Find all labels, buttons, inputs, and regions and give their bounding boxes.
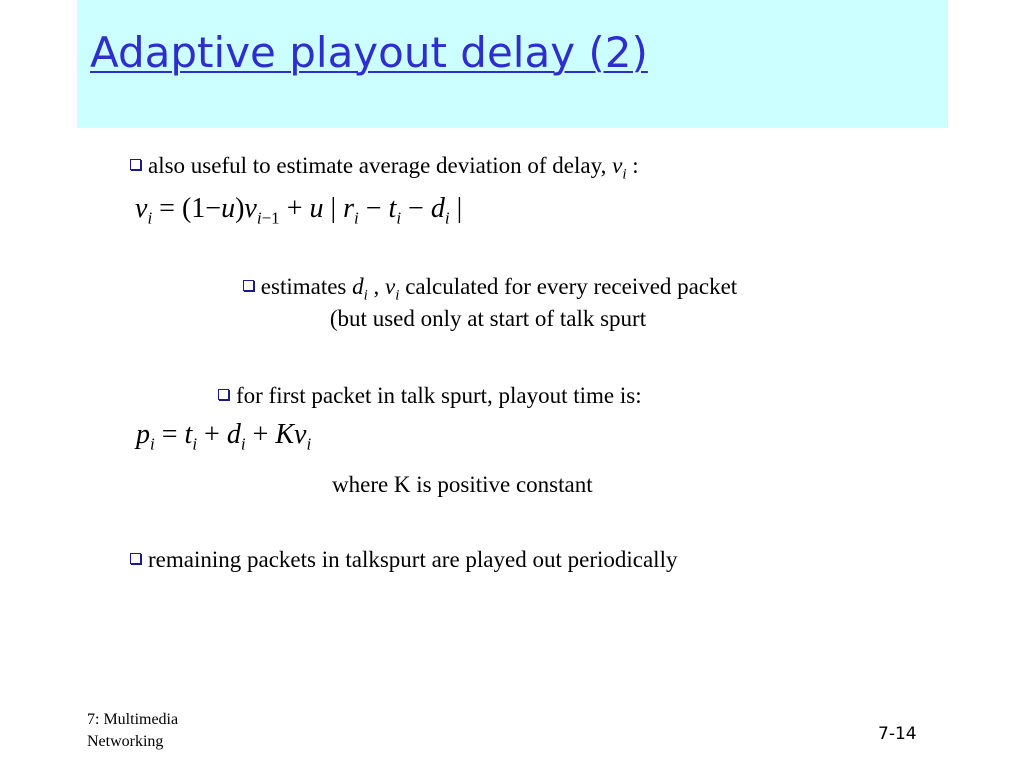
page-number: 7-14 bbox=[878, 724, 917, 744]
footer-line-2: Networking bbox=[87, 733, 164, 751]
bullet-1-text: also useful to estimate average deviation of delay, bbox=[148, 153, 607, 178]
bullet-2-line2: (but used only at start of talk spurt bbox=[329, 305, 647, 331]
bullet-2-text: estimates bbox=[260, 274, 347, 299]
bullet-4 bbox=[130, 546, 677, 574]
footer-chapter bbox=[87, 709, 178, 754]
footer-line-1: 7: Multimedia bbox=[87, 711, 179, 728]
bullet-2-separator: , bbox=[367, 274, 386, 299]
bullet-2-var-v: $v_i$ bbox=[385, 274, 400, 304]
formula-deviation: $v_i = (1-u)v_{i-1} + u$ | $r_i - t_i - d_i$ | bbox=[135, 193, 463, 228]
bullet-3 bbox=[218, 382, 642, 410]
bullet-4-text: remaining packets in talkspurt are played out periodically bbox=[148, 547, 678, 572]
bullet-3-text: for first packet in talk spurt, playout time is: bbox=[236, 383, 642, 408]
bullet-square-icon bbox=[243, 280, 254, 291]
bullet-square-icon bbox=[218, 389, 229, 400]
bullet-1-var: $v_i$ bbox=[612, 153, 627, 183]
note-constant: where K is positive constant bbox=[332, 472, 593, 497]
bullet-square-icon bbox=[130, 159, 141, 170]
bullet-2 bbox=[175, 273, 805, 332]
formula-playout: $p_i = t_i + d_i + Kv_i$ bbox=[136, 419, 312, 454]
bullet-square-icon bbox=[130, 553, 141, 564]
bullet-2-var-d: $d_i$ bbox=[352, 274, 368, 304]
bullet-1-colon: : bbox=[626, 153, 639, 178]
bullet-2-text-end: calculated for every received packet bbox=[399, 274, 738, 299]
bullet-1 bbox=[130, 152, 639, 184]
slide-title: Adaptive playout delay (2) bbox=[90, 28, 648, 77]
